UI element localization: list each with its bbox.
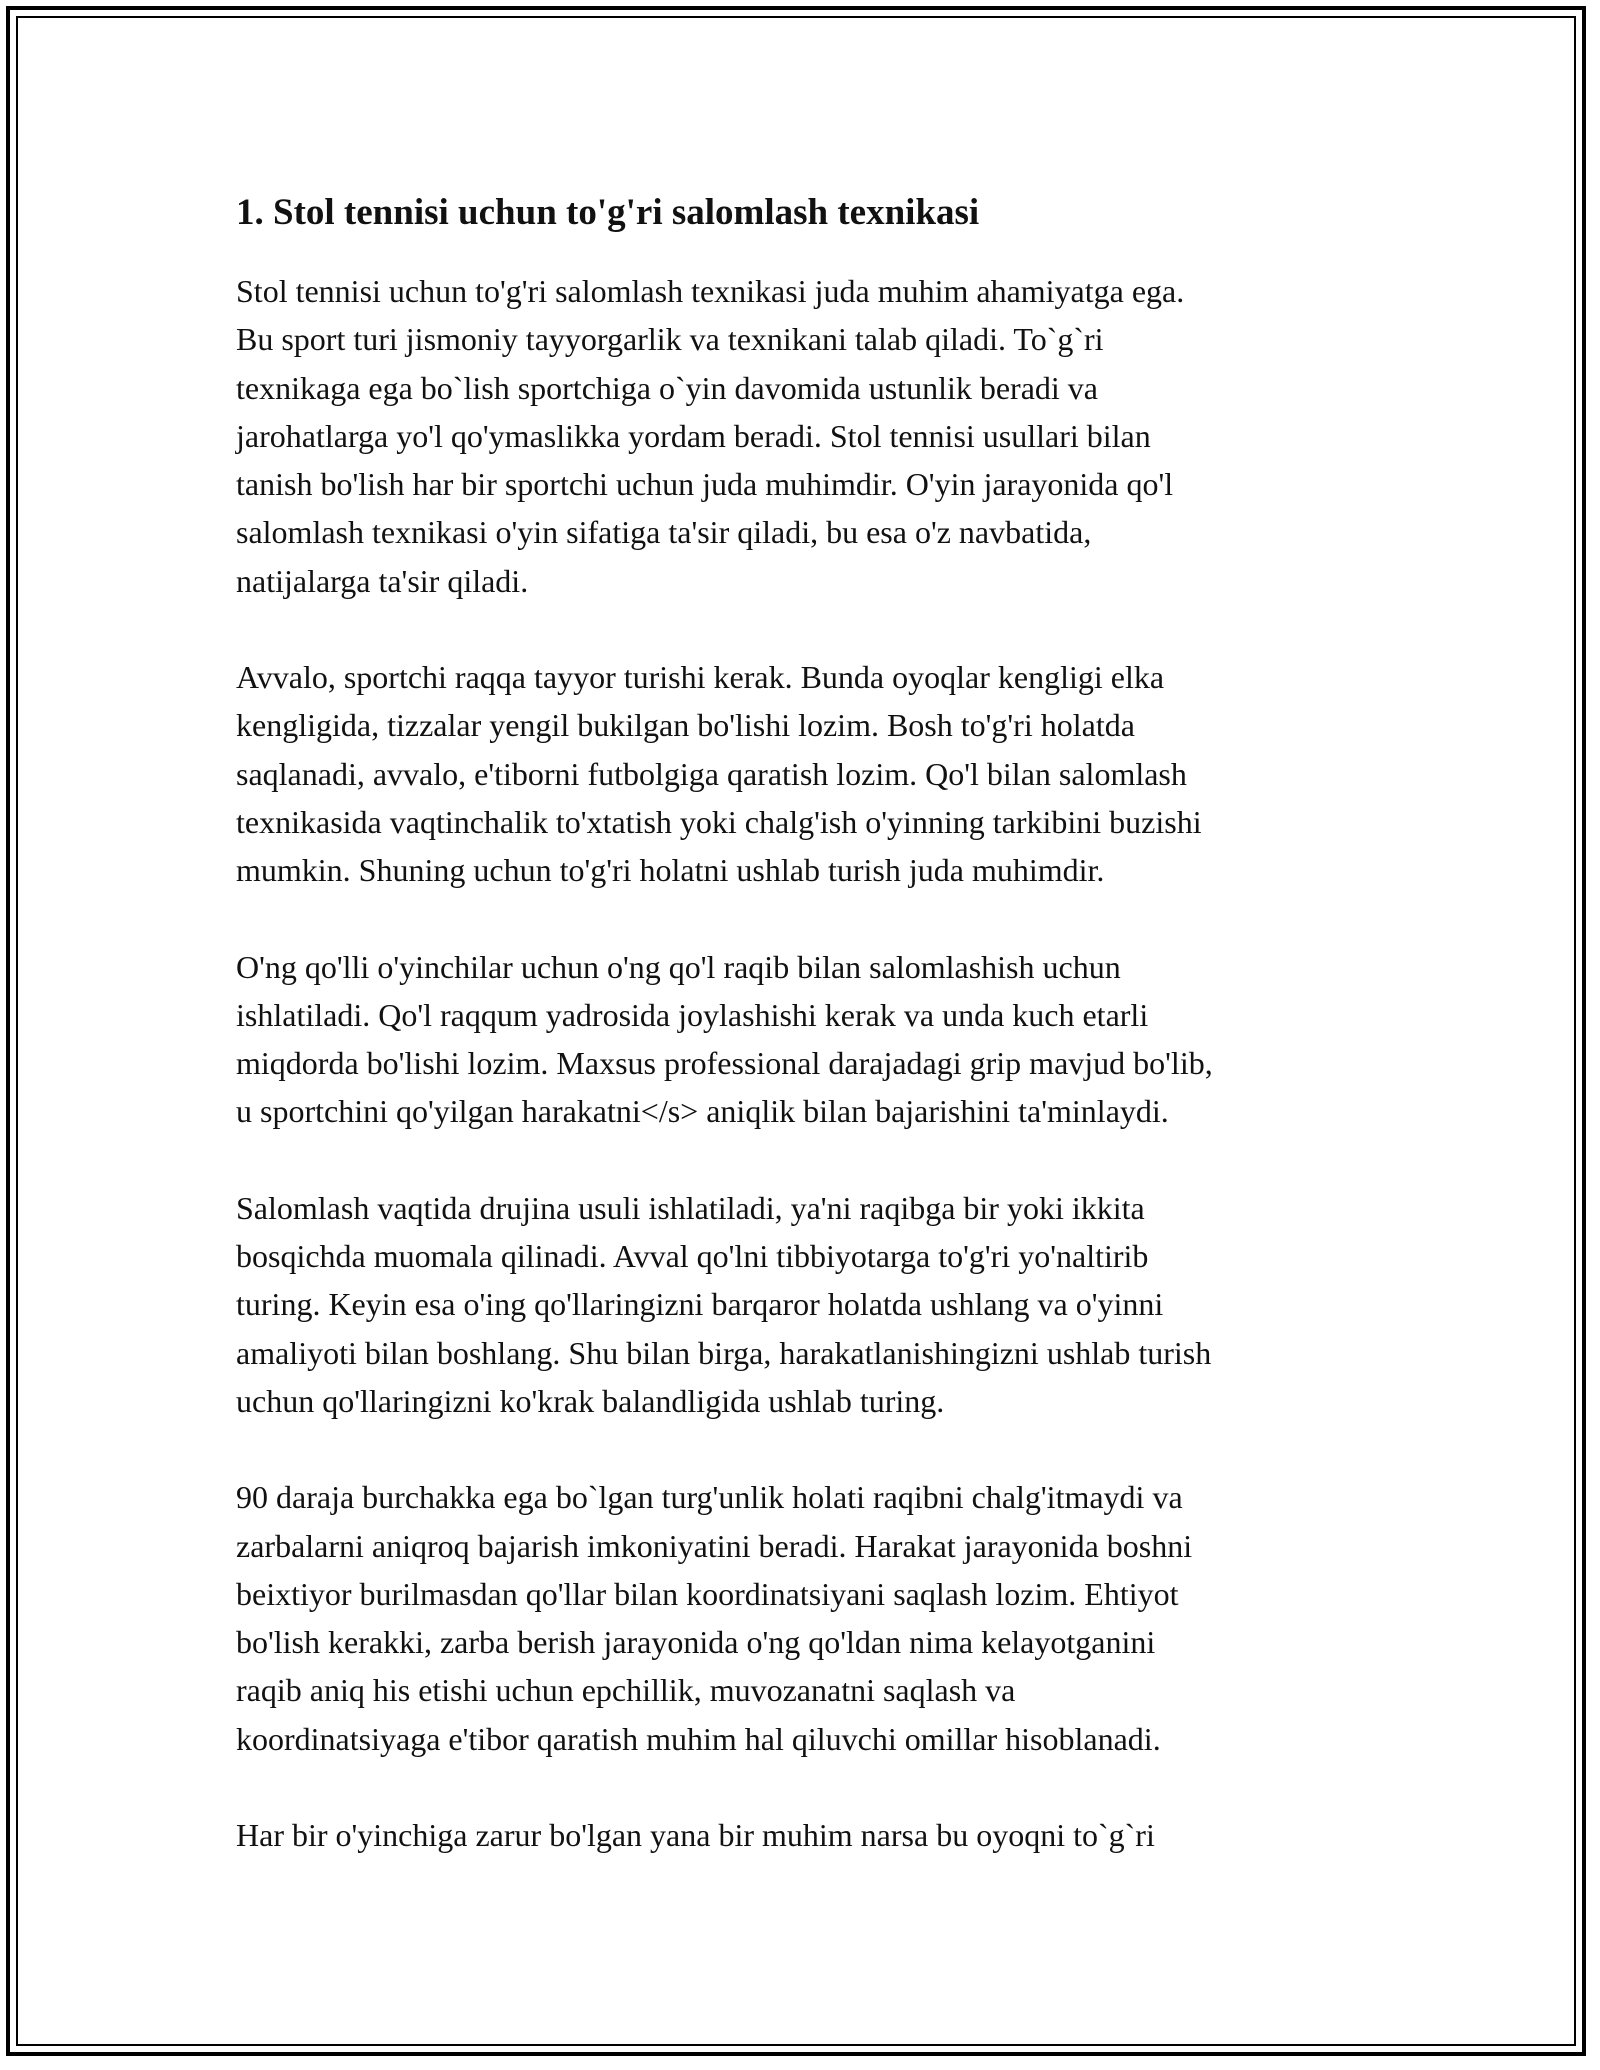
paragraph-line: bosqichda muomala qilinadi. Avval qo'lni tibbiyotarga to'g'ri yo'naltirib [236,1238,1149,1275]
paragraph-line: kengligida, tizzalar yengil bukilgan bo'lishi lozim. Bosh to'g'ri holatda [236,707,1135,744]
paragraph-line: zarbalarni aniqroq bajarish imkoniyatini beradi. Harakat jarayonida boshni [236,1527,1193,1564]
paragraph-line: bo'lish kerakki, zarba berish jarayonida o'ng qo'ldan nima kelayotganini [236,1624,1156,1661]
body-paragraph [236,1473,1366,1763]
paragraph-line: texnikasida vaqtinchalik to'xtatish yoki chalg'ish o'yinning tarkibini buzishi [236,803,1202,840]
paragraphs-container [236,267,1366,1859]
document-content [236,189,1366,1907]
paragraph-line: koordinatsiyaga e'tibor qaratish muhim hal qiluvchi omillar hisoblanadi. [236,1720,1161,1757]
paragraph-line: Stol tennisi uchun to'g'ri salomlash texnikasi juda muhim ahamiyatga ega. [236,273,1185,309]
paragraph-line: jarohatlarga yo'l qo'ymaslikka yordam beradi. Stol tennisi usullari bilan [236,417,1151,454]
paragraph-line: amaliyoti bilan boshlang. Shu bilan birga, harakatlanishingizni ushlab turish [236,1334,1212,1371]
paragraph-line: uchun qo'llaringizni ko'krak balandligida ushlab turing. [236,1382,945,1419]
paragraph-line: raqib aniq his etishi uchun epchillik, muvozanatni saqlash va [236,1672,1016,1709]
paragraph-line: 90 daraja burchakka ega bo`lgan turg'unlik holati raqibni chalg'itmaydi va [236,1479,1183,1516]
body-paragraph [236,1184,1366,1425]
paragraph-line: miqdorda bo'lishi lozim. Maxsus professional darajadagi grip mavjud bo'lib, [236,1045,1213,1082]
paragraph-line: Bu sport turi jismoniy tayyorgarlik va texnikani talab qiladi. To`g`ri [236,321,1104,358]
paragraph-line: beixtiyor burilmasdan qo'llar bilan koordinatsiyani saqlash lozim. Ehtiyot [236,1575,1179,1612]
paragraph-line: O'ng qo'lli o'yinchilar uchun o'ng qo'l raqib bilan salomlashish uchun [236,948,1121,985]
paragraph-line: Salomlash vaqtida drujina usuli ishlatiladi, ya'ni raqibga bir yoki ikkita [236,1189,1145,1226]
section-heading: 1. Stol tennisi uchun to'g'ri salomlash texnikasi [236,192,980,233]
paragraph-line: ishlatiladi. Qo'l raqqum yadrosida joylashishi kerak va unda kuch etarli [236,996,1149,1033]
paragraph-line: natijalarga ta'sir qiladi. [236,562,529,599]
body-paragraph [236,1811,1366,1859]
paragraph-line: mumkin. Shuning uchun to'g'ri holatni ushlab turish juda muhimdir. [236,852,1105,889]
paragraph-line: salomlash texnikasi o'yin sifatiga ta'sir qiladi, bu esa o'z navbatida, [236,514,1092,551]
body-paragraph [236,943,1366,1136]
body-paragraph [236,653,1366,894]
paragraph-line: Avvalo, sportchi raqqa tayyor turishi kerak. Bunda oyoqlar kengligi elka [236,659,1165,696]
paragraph-line: u sportchini qo'yilgan harakatni</s> aniqlik bilan bajarishini ta'minlaydi. [236,1093,1169,1130]
paragraph-line: tanish bo'lish har bir sportchi uchun juda muhimdir. O'yin jarayonida qo'l [236,466,1174,503]
body-paragraph [236,267,1366,605]
paragraph-line: texnikaga ega bo`lish sportchiga o`yin davomida ustunlik beradi va [236,369,1098,406]
paragraph-line: saqlanadi, avvalo, e'tiborni futbolgiga qaratish lozim. Qo'l bilan salomlash [236,755,1187,792]
paragraph-line: Har bir o'yinchiga zarur bo'lgan yana bir muhim narsa bu oyoqni to`g`ri [236,1817,1155,1854]
paragraph-line: turing. Keyin esa o'ing qo'llaringizni barqaror holatda ushlang va o'yinni [236,1286,1164,1323]
